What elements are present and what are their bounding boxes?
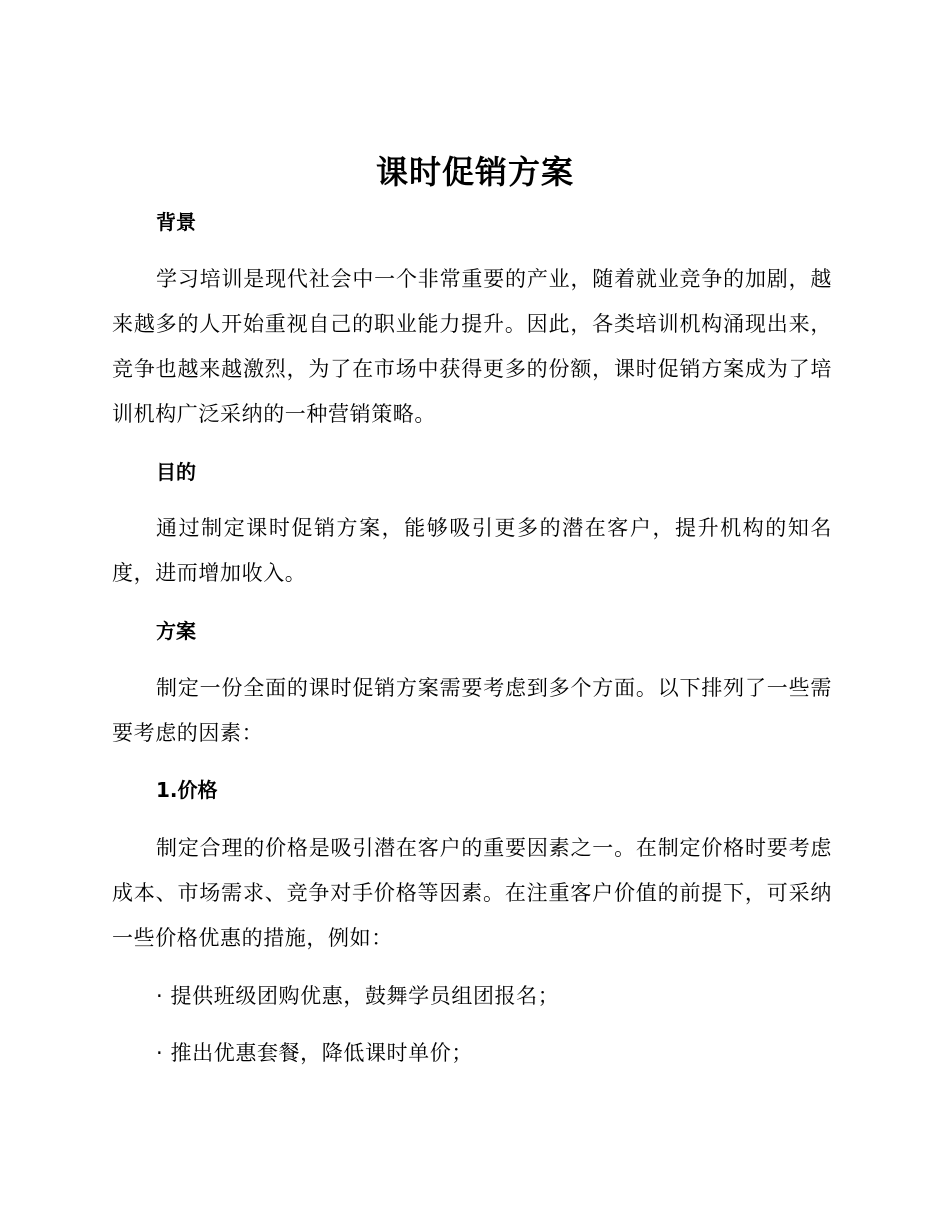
heading-purpose: 目的 [156,460,196,484]
paragraph-background: 学习培训是现代社会中一个非常重要的产业，随着就业竞争的加剧，越来越多的人开始重视自己的职业能力提升。因此，各类培训机构涌现出来，竞争也越来越激烈，为了在市场中获得更多的份额，课时促销方案成为了培训机构广泛采纳的一种营销策略。 [112,267,832,426]
bullet-item: · 提供班级团购优惠，鼓舞学员组团报名； [156,984,560,1008]
heading-price: 1.价格 [156,778,218,802]
paragraph-plan: 制定一份全面的课时促销方案需要考虑到多个方面。以下排列了一些需要考虑的因素： [112,676,832,745]
document-title: 课时促销方案 [375,153,574,191]
bullet-item: · 推出优惠套餐，降低课时单价； [156,1041,473,1065]
heading-background: 背景 [156,210,196,234]
paragraph-purpose: 通过制定课时促销方案，能够吸引更多的潜在客户，提升机构的知名度，进而增加收入。 [112,516,832,585]
paragraph-price: 制定合理的价格是吸引潜在客户的重要因素之一。在制定价格时要考虑成本、市场需求、竞争对手价格等因素。在注重客户价值的前提下，可采纳一些价格优惠的措施，例如： [112,836,832,950]
heading-plan: 方案 [156,619,196,643]
